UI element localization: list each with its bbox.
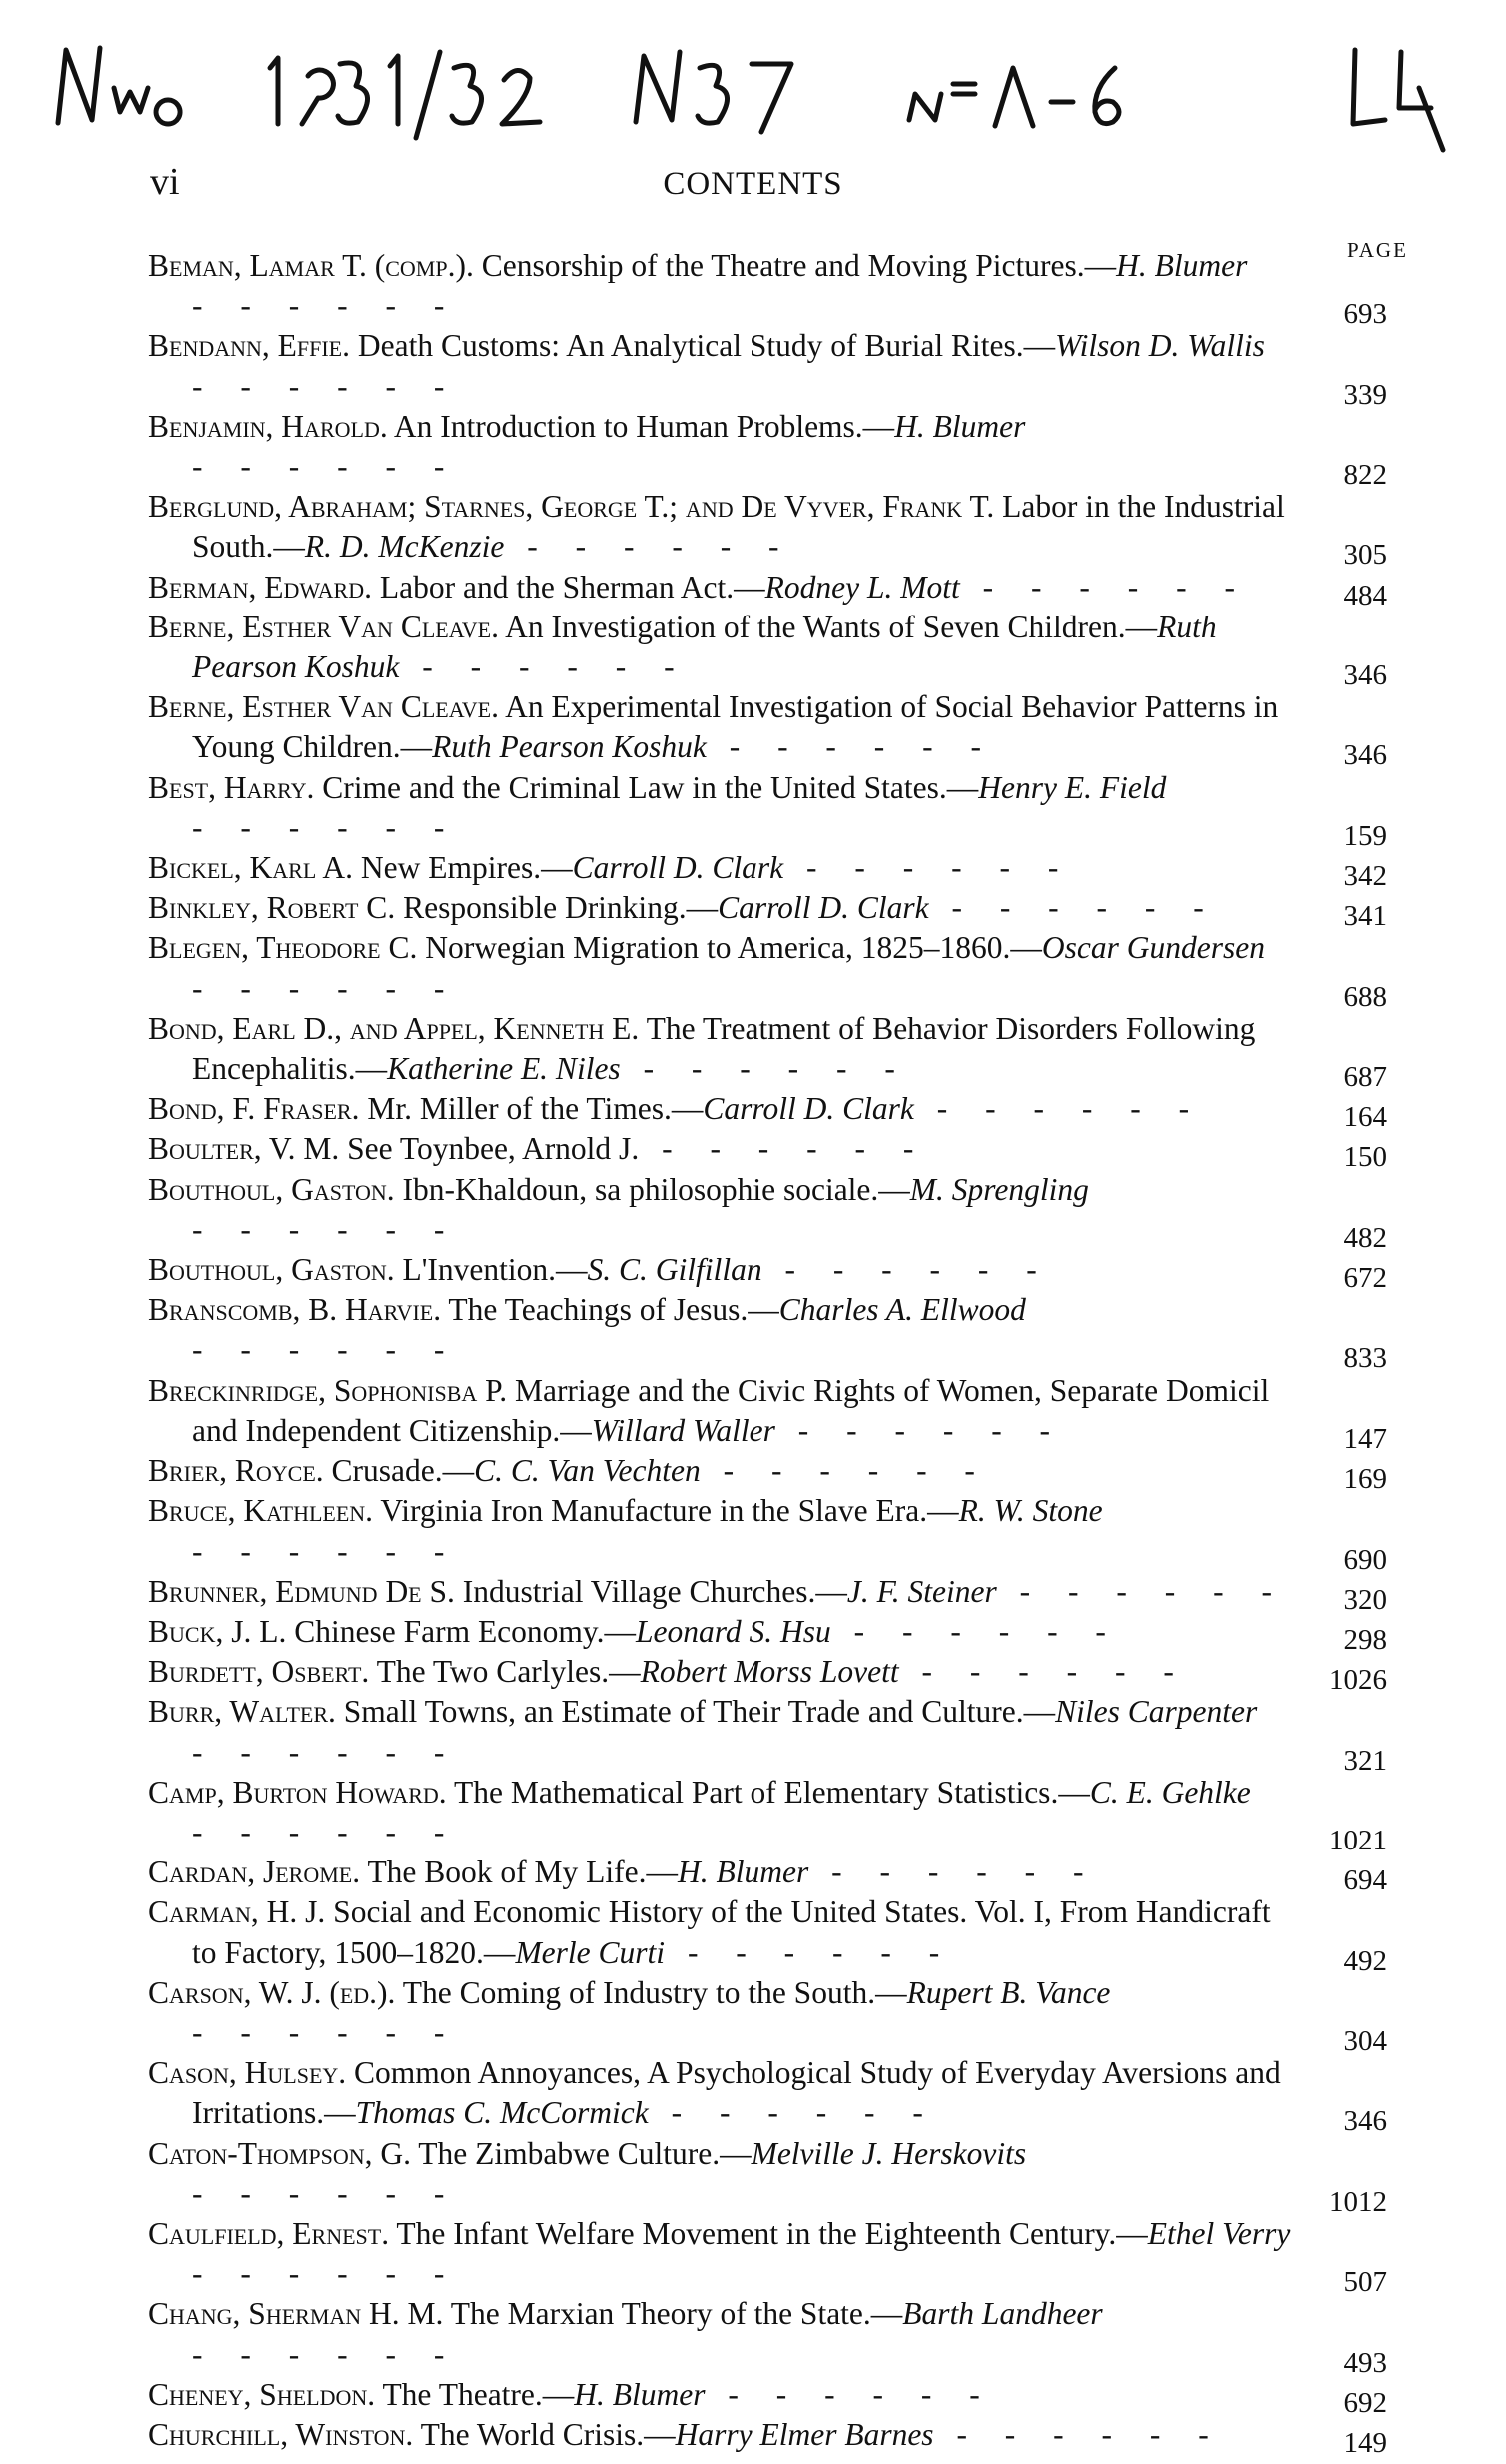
- entry-reviewer: C. E. Gehlke: [1089, 1774, 1251, 1810]
- entry-page-number: 341: [1343, 900, 1387, 933]
- entry-author: Cason, Hulsey.: [148, 2055, 347, 2091]
- entry-author: Berglund, Abraham; Starnes, George T.; and De Vyver, Frank T.: [148, 489, 995, 525]
- contents-entry: [148, 1612, 1387, 1656]
- contents-entry: [148, 2053, 1387, 2138]
- entry-title: The World Crisis.—: [420, 2416, 676, 2452]
- leader-dashes: - - - - - -: [639, 1131, 929, 1167]
- entry-text: [148, 1371, 1297, 1451]
- entry-text: [148, 2134, 1297, 2214]
- entry-page-number: 169: [1343, 1463, 1387, 1496]
- entry-text: [148, 888, 1297, 928]
- entry-title: Crusade.—: [331, 1453, 475, 1489]
- entry-text: [148, 1170, 1297, 1250]
- leader-dashes: - - - - - -: [192, 2175, 460, 2211]
- leader-dashes: - - - - - -: [192, 368, 460, 404]
- entry-reviewer: Melville J. Herskovits: [751, 2135, 1027, 2171]
- entry-author: Branscomb, B. Harvie.: [148, 1292, 442, 1328]
- entry-page-number: 822: [1343, 459, 1387, 492]
- entry-text: [148, 1451, 1297, 1491]
- entry-reviewer: C. C. Van Vechten: [474, 1453, 701, 1489]
- entry-page-number: 493: [1343, 2346, 1387, 2379]
- entry-page-number: 833: [1343, 1342, 1387, 1375]
- entry-reviewer: Oscar Gundersen: [1041, 930, 1266, 966]
- entry-title: The Coming of Industry to the South.—: [402, 1974, 907, 2010]
- entry-reviewer: Barth Landheer: [902, 2296, 1103, 2332]
- entry-author: Bond, F. Fraser.: [148, 1091, 360, 1127]
- leader-dashes: - - - - - -: [959, 569, 1250, 605]
- entry-reviewer: Harry Elmer Barnes: [675, 2416, 934, 2452]
- entry-text: [148, 608, 1297, 687]
- entry-author: Cheney, Sheldon.: [148, 2376, 376, 2412]
- entry-title: An Investigation of the Wants of Seven Children.—: [505, 609, 1158, 644]
- entry-reviewer: Katherine E. Niles: [387, 1051, 621, 1087]
- leader-dashes: - - - - - -: [996, 1573, 1287, 1609]
- entry-text: [148, 487, 1297, 567]
- leader-dashes: - - - - - -: [192, 2014, 460, 2050]
- contents-entry: [148, 1170, 1387, 1254]
- contents-entry: [148, 1009, 1387, 1094]
- contents-entry: [148, 1852, 1387, 1897]
- entry-text: [148, 2375, 1297, 2415]
- contents-list: [148, 246, 1387, 2459]
- leader-dashes: - - - - - -: [192, 288, 460, 324]
- entry-reviewer: Ruth Pearson Koshuk: [432, 729, 707, 765]
- entry-page-number: 304: [1343, 2024, 1387, 2057]
- leader-dashes: - - - - - -: [192, 1533, 460, 1569]
- entry-reviewer: Rupert B. Vance: [906, 1974, 1111, 2010]
- contents-entry: [148, 568, 1387, 612]
- entry-reviewer: Wilson D. Wallis: [1055, 328, 1265, 364]
- entry-author: Bruce, Kathleen.: [148, 1493, 374, 1529]
- contents-entry: [148, 1129, 1387, 1174]
- entry-author: Burr, Walter.: [148, 1694, 336, 1730]
- entry-page-number: 346: [1343, 739, 1387, 772]
- entry-text: [148, 1089, 1297, 1129]
- entry-text: [148, 246, 1297, 326]
- entry-text: [148, 2294, 1297, 2374]
- entry-page-number: 298: [1343, 1623, 1387, 1656]
- leader-dashes: - - - - - -: [700, 1453, 990, 1489]
- contents-entry: [148, 1892, 1387, 1977]
- entry-title: Common Annoyances, A Psychological Study of Everyday Aversions and Irritations.—: [192, 2055, 1281, 2131]
- contents-entry: [148, 1973, 1387, 2057]
- entry-text: [148, 1009, 1297, 1089]
- contents-entry: [148, 1290, 1387, 1375]
- entry-reviewer: Niles Carpenter: [1055, 1694, 1258, 1730]
- entry-reviewer: Henry E. Field: [978, 769, 1167, 805]
- leader-dashes: - - - - - -: [830, 1613, 1121, 1649]
- contents-entry: [148, 2134, 1387, 2218]
- entry-text: [148, 1852, 1297, 1892]
- entry-text: [148, 1892, 1297, 1972]
- entry-title: L'Invention.—: [402, 1252, 588, 1288]
- leader-dashes: - - - - - -: [192, 449, 460, 485]
- entry-text: [148, 2214, 1297, 2294]
- entry-text: [148, 1129, 1297, 1169]
- contents-entry: [148, 2415, 1387, 2459]
- entry-page-number: 1021: [1329, 1824, 1387, 1856]
- page-number: vi: [150, 161, 180, 203]
- entry-author: Bendann, Effie.: [148, 328, 350, 364]
- contents-entry: [148, 1773, 1387, 1856]
- entry-page-number: 320: [1343, 1583, 1387, 1616]
- entry-author: Burdett, Osbert.: [148, 1654, 370, 1690]
- leader-dashes: - - - - - -: [761, 1252, 1052, 1288]
- entry-reviewer: R. D. McKenzie: [304, 529, 505, 565]
- leader-dashes: - - - - - -: [928, 890, 1219, 926]
- entry-reviewer: Ethel Verry: [1147, 2215, 1291, 2251]
- entry-text: [148, 2053, 1297, 2133]
- entry-author: Caulfield, Ernest.: [148, 2215, 390, 2251]
- contents-entry: [148, 1451, 1387, 1496]
- entry-author: Carman, H. J.: [148, 1894, 326, 1930]
- entry-author: Berne, Esther Van Cleave.: [148, 609, 499, 644]
- entry-title: The Marxian Theory of the State.—: [450, 2296, 903, 2332]
- leader-dashes: - - - - - -: [192, 1814, 460, 1849]
- entry-text: [148, 848, 1297, 888]
- entry-reviewer: Carroll D. Clark: [572, 850, 784, 886]
- contents-entry: [148, 928, 1387, 1013]
- leader-dashes: - - - - - -: [783, 850, 1074, 886]
- leader-dashes: - - - - - -: [933, 2416, 1224, 2452]
- entry-page-number: 150: [1343, 1141, 1387, 1174]
- entry-reviewer: Robert Morss Lovett: [640, 1654, 899, 1690]
- contents-entry: [148, 326, 1387, 411]
- contents-entry: [148, 1250, 1387, 1295]
- leader-dashes: - - - - - -: [898, 1654, 1189, 1690]
- entry-title: The Mathematical Part of Elementary Statistics.—: [454, 1774, 1090, 1810]
- contents-entry: [148, 888, 1387, 933]
- contents-entry: [148, 1572, 1387, 1616]
- entry-page-number: 694: [1343, 1864, 1387, 1897]
- entry-page-number: 1012: [1329, 2185, 1387, 2218]
- entry-reviewer: H. Blumer: [894, 408, 1026, 444]
- entry-page-number: 672: [1343, 1262, 1387, 1295]
- entry-author: Chang, Sherman H. M.: [148, 2296, 444, 2332]
- leader-dashes: - - - - - -: [808, 1854, 1099, 1890]
- entry-text: [148, 928, 1297, 1008]
- entry-page-number: 507: [1343, 2266, 1387, 2299]
- entry-title: Responsible Drinking.—: [403, 890, 719, 926]
- entry-author: Carson, W. J. (ed.).: [148, 1974, 396, 2010]
- entry-reviewer: Rodney L. Mott: [764, 569, 960, 605]
- leader-dashes: - - - - - -: [192, 809, 460, 845]
- entry-text: [148, 1612, 1297, 1652]
- contents-entry: [148, 487, 1387, 572]
- entry-text: [148, 568, 1297, 608]
- entry-title: See Toynbee, Arnold J.: [347, 1131, 640, 1167]
- entry-page-number: 321: [1343, 1744, 1387, 1777]
- contents-entry: [148, 1491, 1387, 1576]
- entry-title: An Introduction to Human Problems.—: [393, 408, 895, 444]
- contents-entry: [148, 1371, 1387, 1455]
- contents-entry: [148, 768, 1387, 852]
- leader-dashes: - - - - - -: [648, 2095, 938, 2131]
- entry-author: Berman, Edward.: [148, 569, 372, 605]
- entry-title: The Two Carlyles.—: [376, 1654, 641, 1690]
- leader-dashes: - - - - - -: [192, 2256, 460, 2292]
- contents-entry: [148, 2294, 1387, 2379]
- entry-title: An Experimental Investigation of Social Behavior Patterns in Young Children.—: [192, 689, 1279, 765]
- entry-page-number: 164: [1343, 1101, 1387, 1134]
- leader-dashes: - - - - - -: [192, 1734, 460, 1770]
- contents-entry: [148, 1692, 1387, 1777]
- leader-dashes: - - - - - -: [620, 1051, 910, 1087]
- entry-author: Berne, Esther Van Cleave.: [148, 689, 499, 725]
- entry-page-number: 482: [1343, 1221, 1387, 1254]
- entry-reviewer: R. W. Stone: [958, 1493, 1103, 1529]
- running-head: CONTENTS: [663, 166, 843, 202]
- entry-text: [148, 1692, 1297, 1772]
- entry-page-number: 693: [1343, 298, 1387, 331]
- entry-reviewer: Willard Waller: [591, 1412, 775, 1448]
- leader-dashes: - - - - - -: [192, 970, 460, 1006]
- entry-author: Brunner, Edmund De S.: [148, 1573, 455, 1609]
- entry-title: The Teachings of Jesus.—: [448, 1292, 779, 1328]
- entry-page-number: 147: [1343, 1422, 1387, 1455]
- entry-author: Benjamin, Harold.: [148, 408, 388, 444]
- entry-title: New Empires.—: [360, 850, 573, 886]
- leader-dashes: - - - - - -: [706, 729, 997, 765]
- entry-author: Caton-Thompson, G.: [148, 2135, 411, 2171]
- entry-author: Boulter, V. M.: [148, 1131, 340, 1167]
- entry-author: Bond, Earl D., and Appel, Kenneth E.: [148, 1010, 640, 1046]
- contents-entry: [148, 1652, 1387, 1697]
- entry-reviewer: S. C. Gilfillan: [587, 1252, 762, 1288]
- entry-reviewer: Thomas C. McCormick: [355, 2095, 649, 2131]
- entry-reviewer: Carroll D. Clark: [718, 890, 929, 926]
- entry-reviewer: Charles A. Ellwood: [778, 1292, 1026, 1328]
- entry-page-number: 149: [1343, 2426, 1387, 2459]
- entry-author: Bickel, Karl A.: [148, 850, 354, 886]
- entry-author: Camp, Burton Howard.: [148, 1774, 447, 1810]
- entry-page-number: 346: [1343, 2105, 1387, 2138]
- contents-entry: [148, 407, 1387, 492]
- leader-dashes: - - - - - -: [192, 2336, 460, 2372]
- contents-entry: [148, 687, 1387, 772]
- entry-author: Bouthoul, Gaston.: [148, 1171, 395, 1207]
- entry-reviewer: M. Sprengling: [909, 1171, 1089, 1207]
- entry-page-number: 159: [1343, 819, 1387, 852]
- entry-text: [148, 1290, 1297, 1370]
- leader-dashes: - - - - - -: [192, 1332, 460, 1368]
- entry-page-number: 690: [1343, 1543, 1387, 1576]
- entry-page-number: 688: [1343, 980, 1387, 1013]
- entry-page-number: 305: [1343, 539, 1387, 572]
- entry-author: Bouthoul, Gaston.: [148, 1252, 395, 1288]
- entry-author: Cardan, Jerome.: [148, 1854, 361, 1890]
- entry-title: The Book of My Life.—: [367, 1854, 679, 1890]
- leader-dashes: - - - - - -: [774, 1412, 1066, 1448]
- entry-title: The Infant Welfare Movement in the Eighteenth Century.—: [396, 2215, 1148, 2251]
- entry-text: [148, 687, 1297, 767]
- entry-reviewer: H. Blumer: [1116, 248, 1248, 283]
- entry-author: Breckinridge, Sophonisba P.: [148, 1372, 508, 1408]
- entry-reviewer: Ruth Pearson Koshuk: [192, 609, 1217, 685]
- entry-text: [148, 1773, 1297, 1852]
- entry-title: The Zimbabwe Culture.—: [418, 2135, 752, 2171]
- entry-title: Ibn-Khaldoun, sa philosophie sociale.—: [402, 1171, 910, 1207]
- entry-page-number: 342: [1343, 860, 1387, 893]
- contents-entry: [148, 2214, 1387, 2299]
- entry-author: Churchill, Winston.: [148, 2416, 414, 2452]
- entry-text: [148, 2415, 1297, 2455]
- entry-author: Binkley, Robert C.: [148, 890, 396, 926]
- entry-text: [148, 1250, 1297, 1290]
- leader-dashes: - - - - - -: [665, 1934, 955, 1970]
- entry-page-number: 687: [1343, 1061, 1387, 1094]
- leader-dashes: - - - - - -: [399, 649, 690, 685]
- entry-title: Industrial Village Churches.—: [462, 1573, 847, 1609]
- entry-reviewer: H. Blumer: [678, 1854, 809, 1890]
- entry-reviewer: Carroll D. Clark: [703, 1091, 914, 1127]
- entry-author: Brier, Royce.: [148, 1453, 324, 1489]
- entry-page-number: 492: [1343, 1944, 1387, 1977]
- entry-author: Beman, Lamar T. (comp.).: [148, 248, 474, 283]
- entry-title: The Theatre.—: [382, 2376, 575, 2412]
- entry-text: [148, 1652, 1297, 1692]
- entry-text: [148, 768, 1297, 848]
- contents-entry: [148, 848, 1387, 893]
- entry-title: Small Towns, an Estimate of Their Trade and Culture.—: [343, 1694, 1056, 1730]
- handwritten-call-number: [40, 28, 1479, 158]
- entry-title: Crime and the Criminal Law in the United States.—: [322, 769, 979, 805]
- entry-reviewer: Merle Curti: [515, 1934, 666, 1970]
- contents-entry: [148, 608, 1387, 692]
- entry-reviewer: J. F. Steiner: [846, 1573, 997, 1609]
- entry-title: The Treatment of Behavior Disorders Following Encephalitis.—: [192, 1010, 1256, 1087]
- entry-text: [148, 1572, 1297, 1612]
- entry-text: [148, 1491, 1297, 1571]
- entry-text: [148, 1973, 1297, 2053]
- entry-title: Norwegian Migration to America, 1825–1860.—: [425, 930, 1042, 966]
- contents-entry: [148, 246, 1387, 331]
- entry-reviewer: H. Blumer: [574, 2376, 706, 2412]
- entry-title: Social and Economic History of the United States. Vol. I, From Handicraft to Factory, 1500–1820.—: [192, 1894, 1271, 1970]
- entry-title: Chinese Farm Economy.—: [294, 1613, 636, 1649]
- entry-page-number: 1026: [1329, 1664, 1387, 1697]
- entry-page-number: 692: [1343, 2386, 1387, 2419]
- entry-reviewer: Leonard S. Hsu: [636, 1613, 831, 1649]
- entry-title: Labor and the Sherman Act.—: [379, 569, 765, 605]
- entry-title: Marriage and the Civic Rights of Women, Separate Domicil and Independent Citizenship.—: [192, 1372, 1270, 1448]
- entry-text: [148, 326, 1297, 406]
- contents-entry: [148, 1089, 1387, 1134]
- entry-title: Censorship of the Theatre and Moving Pictures.—: [481, 248, 1117, 283]
- leader-dashes: - - - - - -: [705, 2376, 995, 2412]
- entry-author: Best, Harry.: [148, 769, 315, 805]
- entry-author: Buck, J. L.: [148, 1613, 287, 1649]
- page-column-label: PAGE: [1347, 238, 1408, 262]
- leader-dashes: - - - - - -: [913, 1091, 1205, 1127]
- leader-dashes: - - - - - -: [504, 529, 794, 565]
- entry-title: Mr. Miller of the Times.—: [367, 1091, 704, 1127]
- entry-title: Labor in the Industrial South.—: [192, 489, 1285, 565]
- entry-author: Blegen, Theodore C.: [148, 930, 418, 966]
- leader-dashes: - - - - - -: [192, 1211, 460, 1247]
- entry-page-number: 339: [1343, 378, 1387, 411]
- entry-title: Virginia Iron Manufacture in the Slave Era.—: [380, 1493, 959, 1529]
- entry-page-number: 346: [1343, 659, 1387, 692]
- entry-text: [148, 407, 1297, 487]
- entry-page-number: 484: [1343, 579, 1387, 612]
- entry-title: Death Customs: An Analytical Study of Burial Rites.—: [357, 328, 1056, 364]
- contents-entry: [148, 2375, 1387, 2419]
